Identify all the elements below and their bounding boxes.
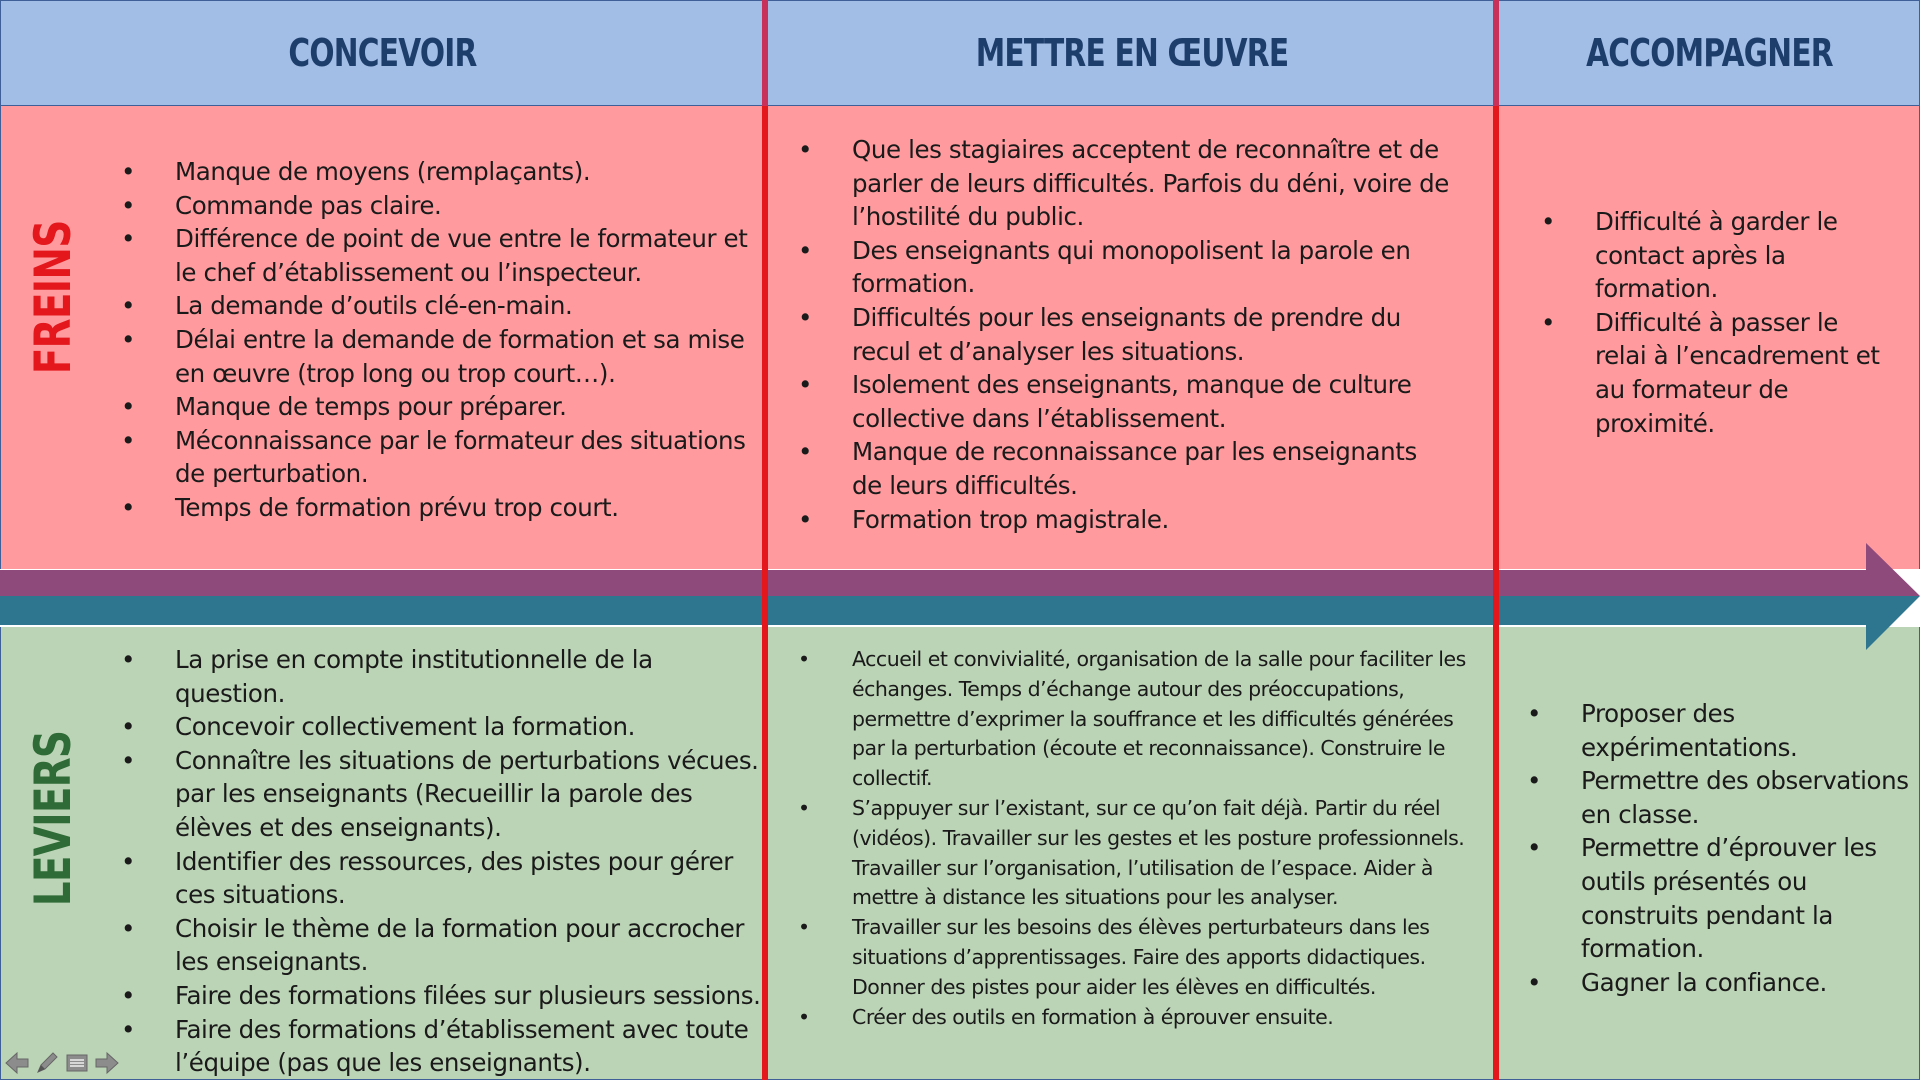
- row-label-leviers: LEVIERS: [24, 730, 82, 907]
- list-item: • Permettre des observations en classe.: [1527, 764, 1912, 831]
- list-item: • Isolement des enseignants, manque de culture collective dans l’établissement.: [798, 368, 1453, 435]
- leviers-concevoir-list: [121, 643, 761, 1080]
- list-item: • Difficultés pour les enseignants de prendre du recul et d’analyser les situations.: [798, 301, 1453, 368]
- list-item: • Permettre d’éprouver les outils présentés ou construits pendant la formation.: [1527, 831, 1912, 965]
- list-item: • Connaître les situations de perturbations vécues. par les enseignants (Recueillir la parole des élèves et des enseignants).: [121, 744, 761, 845]
- list-item: • Formation trop magistrale.: [798, 503, 1453, 537]
- list-item: • La prise en compte institutionnelle de la question.: [121, 643, 761, 710]
- list-item: • Des enseignants qui monopolisent la parole en formation.: [798, 234, 1453, 301]
- slideshow-nav: [4, 1050, 120, 1076]
- list-item: • Manque de reconnaissance par les enseignants de leurs difficultés.: [798, 435, 1453, 502]
- list-item: • Travailler sur les besoins des élèves perturbateurs dans les situations d’apprentissages. Faire des apports didactiques. Donner des pistes pour aider les élèves en difficultés.: [798, 913, 1468, 1002]
- list-item: • Faire des formations filées sur plusieurs sessions.: [121, 979, 761, 1013]
- arrow-left-icon[interactable]: [4, 1050, 30, 1076]
- list-item: • Difficulté à passer le relai à l’encadrement et au formateur de proximité.: [1541, 306, 1886, 440]
- list-item: • Identifier des ressources, des pistes pour gérer ces situations.: [121, 845, 761, 912]
- list-item: • Accueil et convivialité, organisation de la salle pour faciliter les échanges. Temps d’échange autour des préoccupations, permettre d’exprimer la souffrance et les difficultés générées par la perturbation (écoute et reconnaissance). Construire le collectif.: [798, 645, 1468, 794]
- list-item: • Commande pas claire.: [121, 189, 761, 223]
- list-item: • Manque de moyens (remplaçants).: [121, 155, 761, 189]
- column-header-accompagner: ACCOMPAGNER: [1586, 31, 1833, 75]
- list-item: • La demande d’outils clé-en-main.: [121, 289, 761, 323]
- list-item: • Difficulté à garder le contact après la formation.: [1541, 205, 1886, 306]
- arrow-top-half: [0, 543, 1920, 596]
- leviers-mettre-en-oeuvre-list: [798, 645, 1468, 1032]
- list-item: • Créer des outils en formation à éprouver ensuite.: [798, 1003, 1468, 1033]
- arrow-right-icon[interactable]: [94, 1050, 120, 1076]
- freins-accompagner-list: [1541, 205, 1886, 440]
- list-item: • Temps de formation prévu trop court.: [121, 491, 761, 525]
- list-item: • Manque de temps pour préparer.: [121, 390, 761, 424]
- slide-menu-icon[interactable]: [64, 1050, 90, 1076]
- leviers-accompagner-list: [1527, 697, 1912, 999]
- column-header-concevoir: CONCEVOIR: [288, 31, 477, 75]
- divider-line-2: [1493, 0, 1499, 1080]
- column-header-mettre-en-oeuvre: METTRE EN ŒUVRE: [975, 31, 1289, 75]
- list-item: • Concevoir collectivement la formation.: [121, 710, 761, 744]
- row-label-freins: FREINS: [24, 220, 82, 375]
- list-item: • Gagner la confiance.: [1527, 966, 1912, 1000]
- list-item: • Différence de point de vue entre le formateur et le chef d’établissement ou l’inspecteur.: [121, 222, 761, 289]
- list-item: • Que les stagiaires acceptent de reconnaître et de parler de leurs difficultés. Parfois du déni, voire de l’hostilité du public.: [798, 133, 1453, 234]
- list-item: • Faire des formations d’établissement avec toute l’équipe (pas que les enseignants).: [121, 1013, 761, 1080]
- list-item: • Proposer des expérimentations.: [1527, 697, 1912, 764]
- list-item: • Délai entre la demande de formation et sa mise en œuvre (trop long ou trop court…).: [121, 323, 761, 390]
- freins-concevoir-list: [121, 155, 761, 525]
- list-item: • Choisir le thème de la formation pour accrocher les enseignants.: [121, 912, 761, 979]
- arrow-bottom-half: [0, 596, 1920, 650]
- list-item: • S’appuyer sur l’existant, sur ce qu’on fait déjà. Partir du réel (vidéos). Travailler sur les gestes et les posture professionnels. Travailler sur l’organisation, l’utilisation de l’espace. Aider à mettre à distance les situations pour les analyser.: [798, 794, 1468, 913]
- list-item: • Méconnaissance par le formateur des situations de perturbation.: [121, 424, 761, 491]
- process-arrow: [0, 540, 1920, 655]
- freins-mettre-en-oeuvre-list: [798, 133, 1453, 536]
- divider-line-1: [762, 0, 768, 1080]
- pen-icon[interactable]: [34, 1050, 60, 1076]
